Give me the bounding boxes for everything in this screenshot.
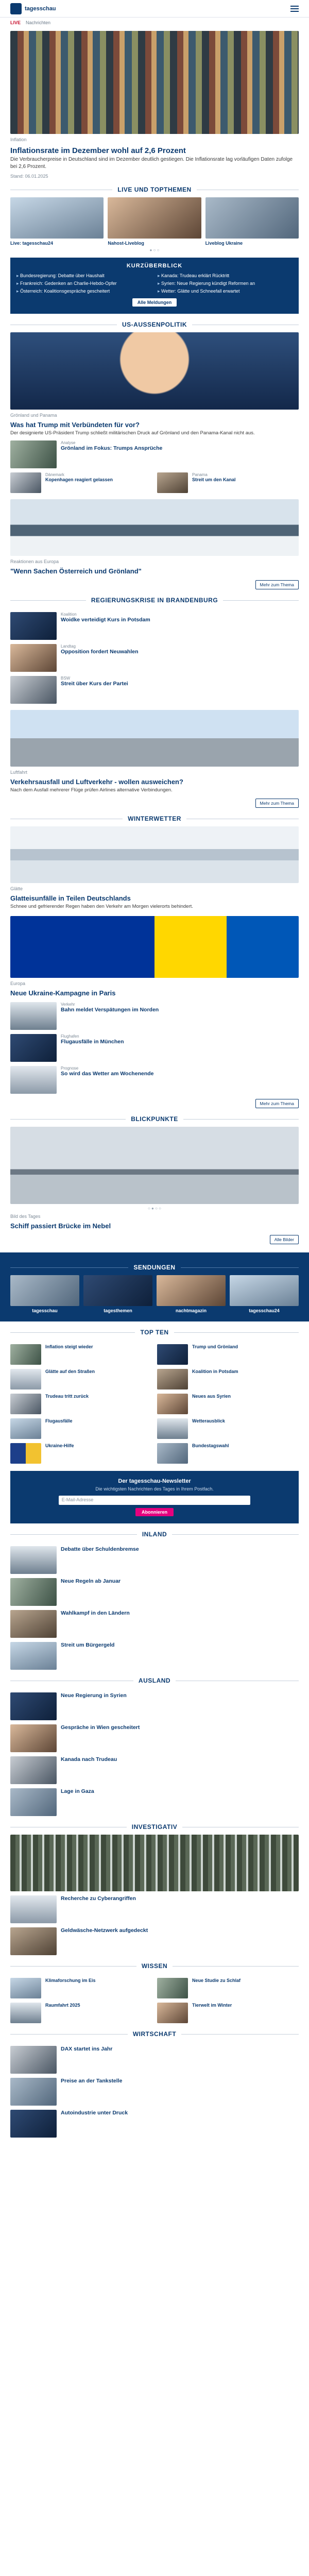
item-title: Flugausfälle	[45, 1418, 73, 1423]
mid-title[interactable]: "Wenn Sachen Österreich und Grönland"	[10, 567, 142, 575]
section-label: US-AUSSENPOLITIK	[117, 321, 192, 328]
lead-teaser: Nach dem Ausfall mehrerer Flüge prüfen Airlines alternative Verbindungen.	[10, 787, 173, 793]
item-thumb	[157, 1978, 188, 1998]
list-item[interactable]	[10, 468, 152, 493]
brief-item[interactable]: ▸ Frankreich: Gedenken an Charlie-Hebdo-Opfer	[16, 281, 151, 286]
item-thumb	[10, 1546, 57, 1574]
lead-title[interactable]: Schiff passiert Brücke im Nebel	[10, 1222, 111, 1230]
more-button[interactable]: Mehr zum Thema	[255, 1099, 299, 1108]
item-kicker: Analyse	[61, 440, 76, 445]
more-button[interactable]: Alle Bilder	[270, 1235, 299, 1244]
lead-kicker: Bild des Tages	[10, 1214, 41, 1219]
section-title	[0, 1329, 309, 1336]
item-title: Neue Regeln ab Januar	[61, 1578, 121, 1584]
item-thumb	[10, 1066, 57, 1094]
list-item[interactable]	[157, 468, 299, 493]
section-title	[0, 1677, 309, 1684]
hero-title[interactable]: Inflationsrate im Dezember wohl auf 2,6 Prozent	[10, 146, 186, 155]
item-thumb	[10, 440, 57, 468]
newsletter-text: Die wichtigsten Nachrichten des Tages in Ihrem Postfach.	[95, 1486, 214, 1492]
section-label: TOP TEN	[135, 1329, 174, 1336]
brief-item[interactable]: ▸ Syrien: Neue Regierung kündigt Reformen an	[158, 281, 293, 286]
item-title: Preise an der Tankstelle	[61, 2078, 123, 2084]
section-label: INLAND	[137, 1531, 172, 1538]
lead-kicker: Grönland und Panama	[10, 413, 57, 418]
two-col-list	[0, 468, 309, 493]
item-thumb	[10, 2046, 57, 2074]
lead-kicker: Luftfahrt	[10, 770, 28, 775]
sendung-card[interactable]	[157, 1275, 226, 1313]
logo-mark	[10, 3, 22, 14]
mid-kicker: Europa	[10, 981, 26, 986]
section-label: WISSEN	[136, 1962, 173, 1970]
sendung-thumb	[83, 1275, 152, 1306]
menu-icon[interactable]	[290, 6, 299, 12]
live-label: Live: tagesschau24	[10, 241, 54, 246]
item-kicker: Panama	[192, 472, 208, 477]
live-carousel	[0, 197, 309, 246]
carousel-dots[interactable]: ○ ● ○ ○	[148, 1206, 161, 1211]
list-item[interactable]	[0, 1891, 309, 1923]
item-thumb	[157, 1443, 188, 1464]
item-kicker: BSW	[61, 676, 71, 681]
section-title	[0, 321, 309, 328]
mid-image[interactable]	[10, 916, 299, 978]
item-kicker: Dänemark	[45, 472, 64, 477]
item-kicker: Prognose	[61, 1066, 79, 1071]
live-label: Nahost-Liveblog	[108, 241, 144, 246]
item-kicker: Flughafen	[61, 1034, 79, 1039]
topten-item[interactable]	[157, 1439, 299, 1464]
item-title: Inflation steigt wieder	[45, 1344, 93, 1349]
topten-item[interactable]	[157, 1414, 299, 1439]
item-thumb	[157, 472, 188, 493]
item-title: Recherche zu Cyberangriffen	[61, 1895, 136, 1902]
sendung-label: tagesthemen	[104, 1308, 132, 1313]
list-item[interactable]	[0, 608, 309, 640]
topten-list	[0, 1340, 309, 1464]
two-col-list	[0, 1974, 309, 2023]
hero-kicker: Inflation	[10, 137, 27, 142]
list-item[interactable]	[0, 1638, 309, 1670]
topten-item[interactable]	[157, 1365, 299, 1389]
more-link-wrap	[10, 799, 299, 808]
item-title: Autoindustrie unter Druck	[61, 2110, 128, 2116]
item-thumb	[10, 1443, 41, 1464]
sendung-thumb	[157, 1275, 226, 1306]
item-thumb	[10, 612, 57, 640]
item-title: Tierwelt im Winter	[192, 2003, 232, 2008]
item-thumb	[10, 1578, 57, 1606]
section-title	[0, 1264, 309, 1271]
mid-image[interactable]	[10, 499, 299, 556]
list-item[interactable]	[0, 1574, 309, 1606]
newsletter-subscribe-button[interactable]: Abonnieren	[135, 1508, 174, 1516]
live-card[interactable]	[205, 197, 299, 246]
item-thumb	[10, 1756, 57, 1784]
item-title: Streit um Bürgergeld	[61, 1642, 115, 1648]
section-title	[0, 1531, 309, 1538]
ticker-live[interactable]: LIVE	[10, 20, 21, 25]
item-title: Geldwäsche-Netzwerk aufgedeckt	[61, 1927, 148, 1934]
list-item[interactable]	[0, 998, 309, 1030]
section-label: AUSLAND	[133, 1677, 176, 1684]
list-item[interactable]	[157, 1974, 299, 1998]
sendungen-section	[0, 1252, 309, 1321]
list-item[interactable]	[0, 1542, 309, 1574]
item-title: Lage in Gaza	[61, 1788, 94, 1794]
more-button[interactable]: Mehr zum Thema	[255, 799, 299, 808]
item-thumb	[10, 1788, 57, 1816]
list-item[interactable]	[0, 1752, 309, 1784]
item-title: Flugausfälle in München	[61, 1039, 124, 1045]
item-thumb	[157, 1418, 188, 1439]
section-title	[0, 2030, 309, 2038]
item-title: Kanada nach Trudeau	[61, 1756, 117, 1762]
lead-teaser: Schnee und gefrierender Regen haben den Verkehr am Morgen vielerorts behindert.	[10, 904, 193, 909]
item-title: Kopenhagen reagiert gelassen	[45, 477, 113, 482]
item-title: Koalition in Potsdam	[192, 1369, 238, 1374]
brand-name: tagesschau	[25, 5, 56, 12]
item-thumb	[10, 1642, 57, 1670]
section-title	[0, 1962, 309, 1970]
live-card[interactable]	[10, 197, 104, 246]
item-title: Streit über Kurs der Partei	[61, 681, 128, 687]
item-thumb	[10, 676, 57, 704]
item-thumb	[10, 1369, 41, 1389]
item-title: Ukraine-Hilfe	[45, 1443, 74, 1448]
section-title	[0, 815, 309, 822]
section-label: WIRTSCHAFT	[128, 2030, 181, 2038]
sendung-label: tagesschau24	[249, 1308, 280, 1313]
list-item[interactable]	[0, 1606, 309, 1638]
item-title: Neue Studie zu Schlaf	[192, 1978, 241, 1983]
item-thumb	[10, 1927, 57, 1955]
item-title: Bundestagswahl	[192, 1443, 229, 1448]
sendung-label: tagesschau	[32, 1308, 58, 1313]
item-title: So wird das Wetter am Wochenende	[61, 1071, 154, 1077]
brief-all-link[interactable]: Alle Meldungen	[132, 298, 177, 307]
section-label: REGIERUNGSKRISE IN BRANDENBURG	[86, 597, 223, 604]
item-title: Woidke verteidigt Kurs in Potsdam	[61, 617, 150, 623]
hero-teaser: Die Verbraucherpreise in Deutschland sind im Dezember deutlich gestiegen. Die Inflationsrate lag vorläufigen Daten zufolge bei 2,6 Prozent.	[10, 157, 293, 170]
section-title	[0, 1115, 309, 1123]
more-link-wrap	[10, 1099, 299, 1108]
hero-meta: Stand: 06.01.2025	[10, 174, 48, 179]
item-thumb	[10, 1610, 57, 1638]
mid-title[interactable]: Neue Ukraine-Kampagne in Paris	[10, 989, 116, 997]
item-title: Neue Regierung in Syrien	[61, 1692, 127, 1699]
item-title: Bahn meldet Verspätungen im Norden	[61, 1007, 159, 1013]
item-kicker: Koalition	[61, 612, 77, 617]
item-thumb	[10, 1344, 41, 1365]
ticker-news[interactable]: Nachrichten	[26, 20, 51, 25]
list-item[interactable]	[10, 1974, 152, 1998]
live-thumb	[10, 197, 104, 239]
more-link-wrap	[10, 1235, 299, 1244]
lead-title[interactable]: Glatteisunfälle in Teilen Deutschlands	[10, 894, 131, 902]
sendung-card[interactable]	[83, 1275, 152, 1313]
section-live-label: LIVE UND TOPTHEMEN	[112, 186, 196, 193]
item-thumb	[10, 1978, 41, 1998]
newsletter-box	[10, 1471, 299, 1523]
section-label: WINTERWETTER	[123, 815, 186, 822]
item-kicker: Verkehr	[61, 1002, 75, 1007]
section-label: INVESTIGATIV	[127, 1823, 182, 1831]
topten-item[interactable]	[10, 1414, 152, 1439]
brief-box	[10, 258, 299, 314]
mid-kicker: Reaktionen aus Europa	[10, 559, 59, 564]
item-title: Trump und Grönland	[192, 1344, 238, 1349]
sendung-label: nachtmagazin	[175, 1308, 207, 1313]
newsletter-title: Der tagesschau-Newsletter	[118, 1478, 191, 1484]
sendung-thumb	[10, 1275, 79, 1306]
topten-item[interactable]	[10, 1439, 152, 1464]
lead-image[interactable]	[10, 1127, 299, 1204]
live-card[interactable]	[108, 197, 201, 246]
item-thumb	[157, 1344, 188, 1365]
item-thumb	[10, 1724, 57, 1752]
list-item[interactable]	[0, 2074, 309, 2106]
item-title: Raumfahrt 2025	[45, 2003, 80, 2008]
footer-spacer	[0, 2138, 309, 2153]
topten-item[interactable]	[157, 1389, 299, 1414]
list-item[interactable]	[0, 2106, 309, 2138]
item-thumb	[10, 1034, 57, 1062]
list-item[interactable]	[0, 1923, 309, 1955]
list-item[interactable]	[0, 672, 309, 704]
item-thumb	[10, 1895, 57, 1923]
list-item[interactable]	[0, 2042, 309, 2074]
item-thumb	[10, 1002, 57, 1030]
list-item[interactable]	[0, 1720, 309, 1752]
ticker	[0, 18, 309, 28]
topten-item[interactable]	[10, 1340, 152, 1365]
item-title: Trudeau tritt zurück	[45, 1394, 89, 1399]
item-title: DAX startet ins Jahr	[61, 2046, 113, 2052]
item-thumb	[157, 2003, 188, 2023]
lead-title[interactable]: Verkehrsausfall und Luftverkehr - wollen ausweichen?	[10, 778, 183, 786]
item-thumb	[10, 644, 57, 672]
lead-image[interactable]	[10, 826, 299, 883]
item-thumb	[10, 1418, 41, 1439]
live-thumb	[108, 197, 201, 239]
item-title: Klimaforschung im Eis	[45, 1978, 96, 1983]
item-thumb	[10, 472, 41, 493]
section-live-title	[0, 186, 309, 193]
list-item[interactable]	[0, 1030, 309, 1062]
item-kicker: Landtag	[61, 644, 76, 649]
list-item[interactable]	[0, 1784, 309, 1816]
list-item[interactable]	[157, 1998, 299, 2023]
item-thumb	[157, 1369, 188, 1389]
lead-image[interactable]	[10, 1835, 299, 1891]
list-item[interactable]	[0, 436, 309, 468]
brand-logo[interactable]	[10, 3, 56, 14]
item-thumb	[10, 2078, 57, 2106]
lead-teaser: Der designierte US-Präsident Trump schließt militärischen Druck auf Grönland und den Panama-Kanal nicht aus.	[10, 430, 255, 436]
item-thumb	[157, 1394, 188, 1414]
brief-title: KURZÜBERBLICK	[126, 263, 183, 269]
live-thumb	[205, 197, 299, 239]
item-title: Wahlkampf in den Ländern	[61, 1610, 130, 1616]
newsletter-email-input[interactable]: E-Mail-Adresse	[59, 1496, 250, 1505]
section-label: BLICKPUNKTE	[126, 1115, 183, 1123]
item-title: Neues aus Syrien	[192, 1394, 231, 1399]
item-thumb	[10, 1692, 57, 1720]
item-thumb	[10, 2003, 41, 2023]
more-link-wrap	[10, 580, 299, 589]
lead-image[interactable]	[10, 332, 299, 410]
carousel-dots[interactable]: ● ○ ○	[149, 248, 160, 252]
section-label: SENDUNGEN	[128, 1264, 180, 1271]
topten-item[interactable]	[10, 1389, 152, 1414]
item-title: Grönland im Fokus: Trumps Ansprüche	[61, 445, 163, 451]
list-item[interactable]	[0, 1688, 309, 1720]
sendungen-row	[0, 1275, 309, 1313]
lead-kicker: Glätte	[10, 886, 23, 891]
item-title: Opposition fordert Neuwahlen	[61, 649, 139, 655]
more-button[interactable]: Mehr zum Thema	[255, 580, 299, 589]
brief-item[interactable]: ▸ Wetter: Glätte und Schneefall erwartet	[158, 289, 293, 294]
list-item[interactable]	[0, 1062, 309, 1094]
list-item[interactable]	[0, 640, 309, 672]
sendung-thumb	[230, 1275, 299, 1306]
topten-item[interactable]	[157, 1340, 299, 1365]
section-title	[0, 1823, 309, 1831]
sendung-card[interactable]	[230, 1275, 299, 1313]
list-item[interactable]	[10, 1998, 152, 2023]
live-label: Liveblog Ukraine	[205, 241, 243, 246]
brief-item[interactable]: ▸ Bundesregierung: Debatte über Haushalt	[16, 273, 151, 279]
brief-item[interactable]: ▸ Kanada: Trudeau erklärt Rücktritt	[158, 273, 293, 279]
item-thumb	[10, 2110, 57, 2138]
lead-image[interactable]	[10, 710, 299, 767]
item-title: Streit um den Kanal	[192, 477, 236, 482]
top-navigation	[0, 0, 309, 18]
brief-item[interactable]: ▸ Österreich: Koalitionsgespräche gescheitert	[16, 289, 151, 294]
hero-image[interactable]	[10, 31, 299, 134]
topten-item[interactable]	[10, 1365, 152, 1389]
section-title	[0, 597, 309, 604]
item-title: Glätte auf den Straßen	[45, 1369, 95, 1374]
item-title: Gespräche in Wien gescheitert	[61, 1724, 140, 1731]
item-title: Wetterausblick	[192, 1418, 225, 1423]
brief-list	[16, 273, 293, 294]
item-title: Debatte über Schuldenbremse	[61, 1546, 139, 1552]
lead-title[interactable]: Was hat Trump mit Verbündeten für vor?	[10, 421, 140, 429]
item-thumb	[10, 1394, 41, 1414]
sendung-card[interactable]	[10, 1275, 79, 1313]
